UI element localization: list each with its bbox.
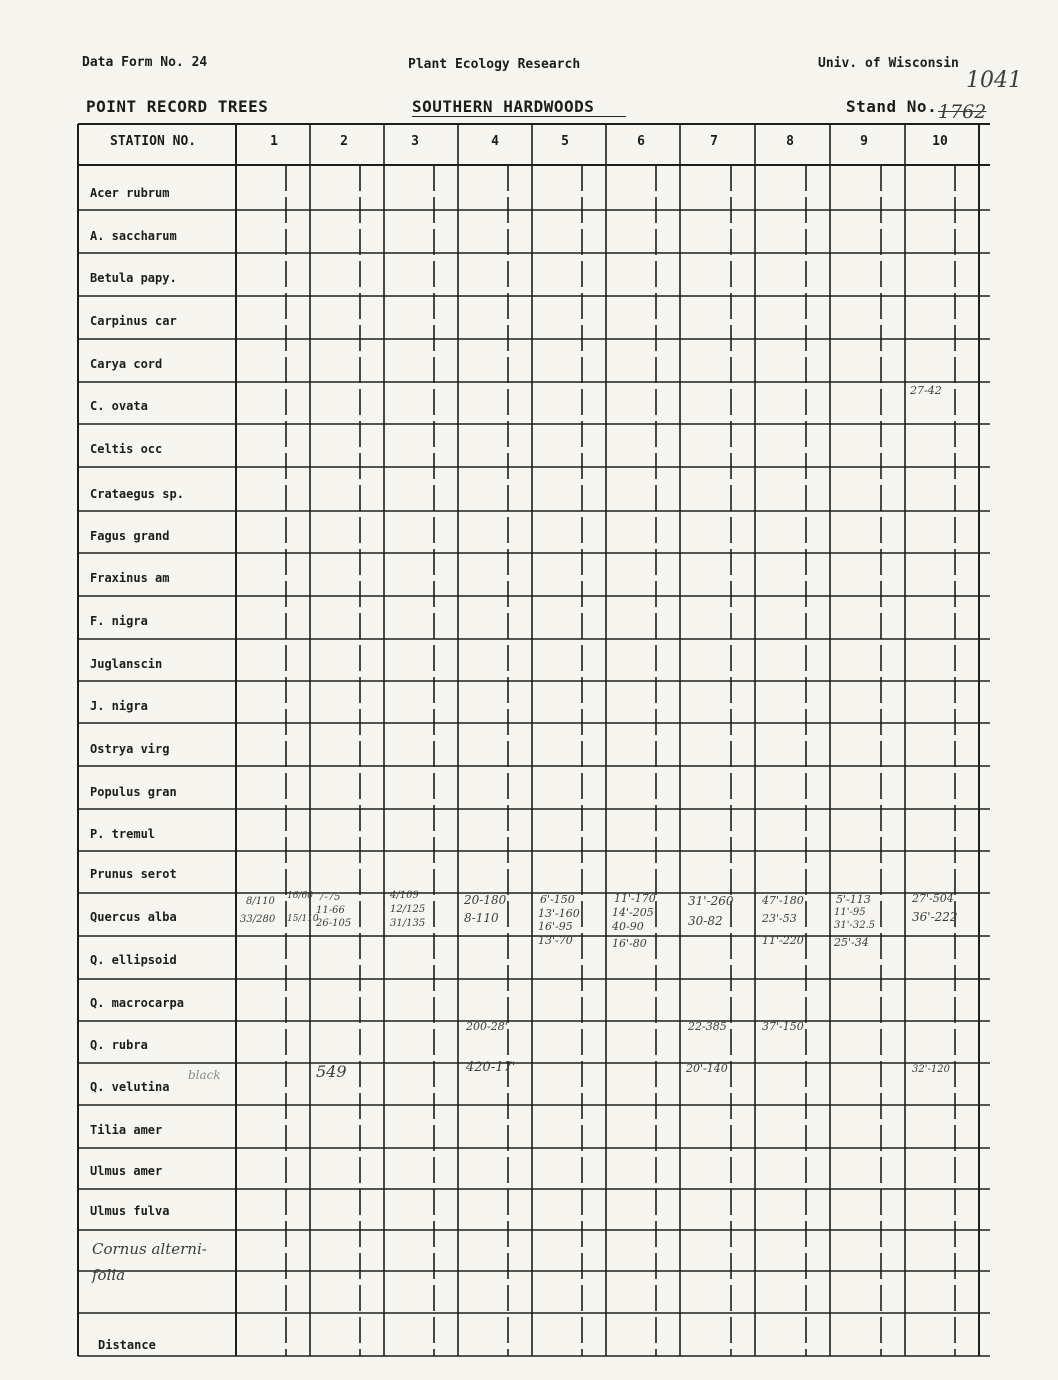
species-label: Crataegus sp. <box>90 487 184 501</box>
university: Univ. of Wisconsin <box>818 56 959 71</box>
species-label: C. ovata <box>90 399 148 413</box>
species-label: Fagus grand <box>90 529 170 543</box>
entry: 31/135 <box>390 918 426 929</box>
note-black: black <box>188 1068 221 1082</box>
station-10: 10 <box>932 134 948 149</box>
station-6: 6 <box>637 134 645 149</box>
entry: 16/60 <box>287 891 313 901</box>
entry: 31'-260 <box>688 894 734 908</box>
forest-type: SOUTHERN HARDWOODS <box>412 97 626 117</box>
species-label: Juglanscin <box>90 657 163 671</box>
species-label: Q. velutina <box>90 1080 170 1094</box>
species-label: Ostrya virg <box>90 742 170 756</box>
organization: Plant Ecology Research <box>408 57 581 72</box>
stand-label: Stand No. <box>846 97 938 116</box>
entry: 30-82 <box>688 914 723 928</box>
entry: 22-385 <box>688 1020 727 1033</box>
entry: 13'-160 <box>538 907 580 920</box>
entry: 40-90 <box>612 920 644 933</box>
species-label: Acer rubrum <box>90 186 170 200</box>
station-7: 7 <box>710 134 718 149</box>
entry: 420-17' <box>466 1060 516 1075</box>
entry: 11'-220 <box>762 934 804 947</box>
entry: 8/110 <box>246 896 275 907</box>
entry: 32'-120 <box>912 1064 950 1075</box>
distance-label: Distance <box>98 1338 156 1352</box>
species-label: Ulmus fulva <box>90 1204 170 1218</box>
entry: 31'-32.5 <box>834 920 876 931</box>
species-label: Populus gran <box>90 785 177 799</box>
entry: 11-66 <box>316 905 345 916</box>
station-1: 1 <box>270 134 278 149</box>
species-label: A. saccharum <box>90 229 177 243</box>
entry: 25'-34 <box>834 936 869 949</box>
entry: 23'-53 <box>762 912 797 925</box>
entry: 11'-95 <box>834 907 866 918</box>
form-number: Data Form No. 24 <box>82 55 208 70</box>
stand-number-struck: 1762 <box>938 101 987 123</box>
stand-number-handwritten: 1041 <box>966 68 1022 93</box>
entry: 15/110 <box>287 914 319 924</box>
station-number-label: STATION NO. <box>110 134 197 149</box>
entry: 12/125 <box>390 904 426 915</box>
species-label: Q. ellipsoid <box>90 953 177 967</box>
form-title: POINT RECORD TREES <box>86 97 269 116</box>
entry: 27-42 <box>910 384 942 397</box>
entry: 11'-170 <box>614 892 656 905</box>
station-3: 3 <box>411 134 419 149</box>
entry: 5'-113 <box>836 893 871 906</box>
station-2: 2 <box>340 134 348 149</box>
entry: 37'-150 <box>762 1020 804 1033</box>
species-label: Q. macrocarpa <box>90 996 184 1010</box>
entry: 549 <box>316 1062 347 1081</box>
species-label: Q. rubra <box>90 1038 148 1052</box>
species-label: Quercus alba <box>90 910 177 924</box>
species-label: Celtis occ <box>90 442 163 456</box>
station-5: 5 <box>561 134 569 149</box>
species-label: Carya cord <box>90 357 163 371</box>
species-label: J. nigra <box>90 699 148 713</box>
entry: 33/280 <box>240 914 276 925</box>
entry: 47'-180 <box>762 894 804 907</box>
entry: 14'-205 <box>612 906 654 919</box>
species-label: Prunus serot <box>90 867 177 881</box>
station-9: 9 <box>860 134 868 149</box>
entry: 27'-504 <box>912 892 954 905</box>
entry: 8-110 <box>464 911 499 925</box>
entry: 6'-150 <box>540 893 575 906</box>
station-4: 4 <box>491 134 499 149</box>
entry: 7-75 <box>318 892 341 903</box>
species-label: Betula papy. <box>90 271 177 285</box>
handwritten-species: Cornus alterni-folia <box>92 1240 207 1284</box>
entry: 16'-95 <box>538 920 573 933</box>
entry: 26-105 <box>316 918 352 929</box>
entry: 36'-222 <box>912 910 958 924</box>
species-label: Carpinus car <box>90 314 177 328</box>
species-label: Fraxinus am <box>90 571 170 585</box>
station-8: 8 <box>786 134 794 149</box>
entry: 16'-80 <box>612 937 647 950</box>
species-label: P. tremul <box>90 827 156 841</box>
species-label: Ulmus amer <box>90 1164 163 1178</box>
entry: 20-180 <box>464 893 507 907</box>
entry: 200-28' <box>466 1020 508 1033</box>
entry: 4/109 <box>390 890 419 901</box>
entry: 20'-140 <box>686 1062 728 1075</box>
entry: 13'-70 <box>538 934 573 947</box>
species-label: F. nigra <box>90 614 148 628</box>
species-label: Tilia amer <box>90 1123 163 1137</box>
